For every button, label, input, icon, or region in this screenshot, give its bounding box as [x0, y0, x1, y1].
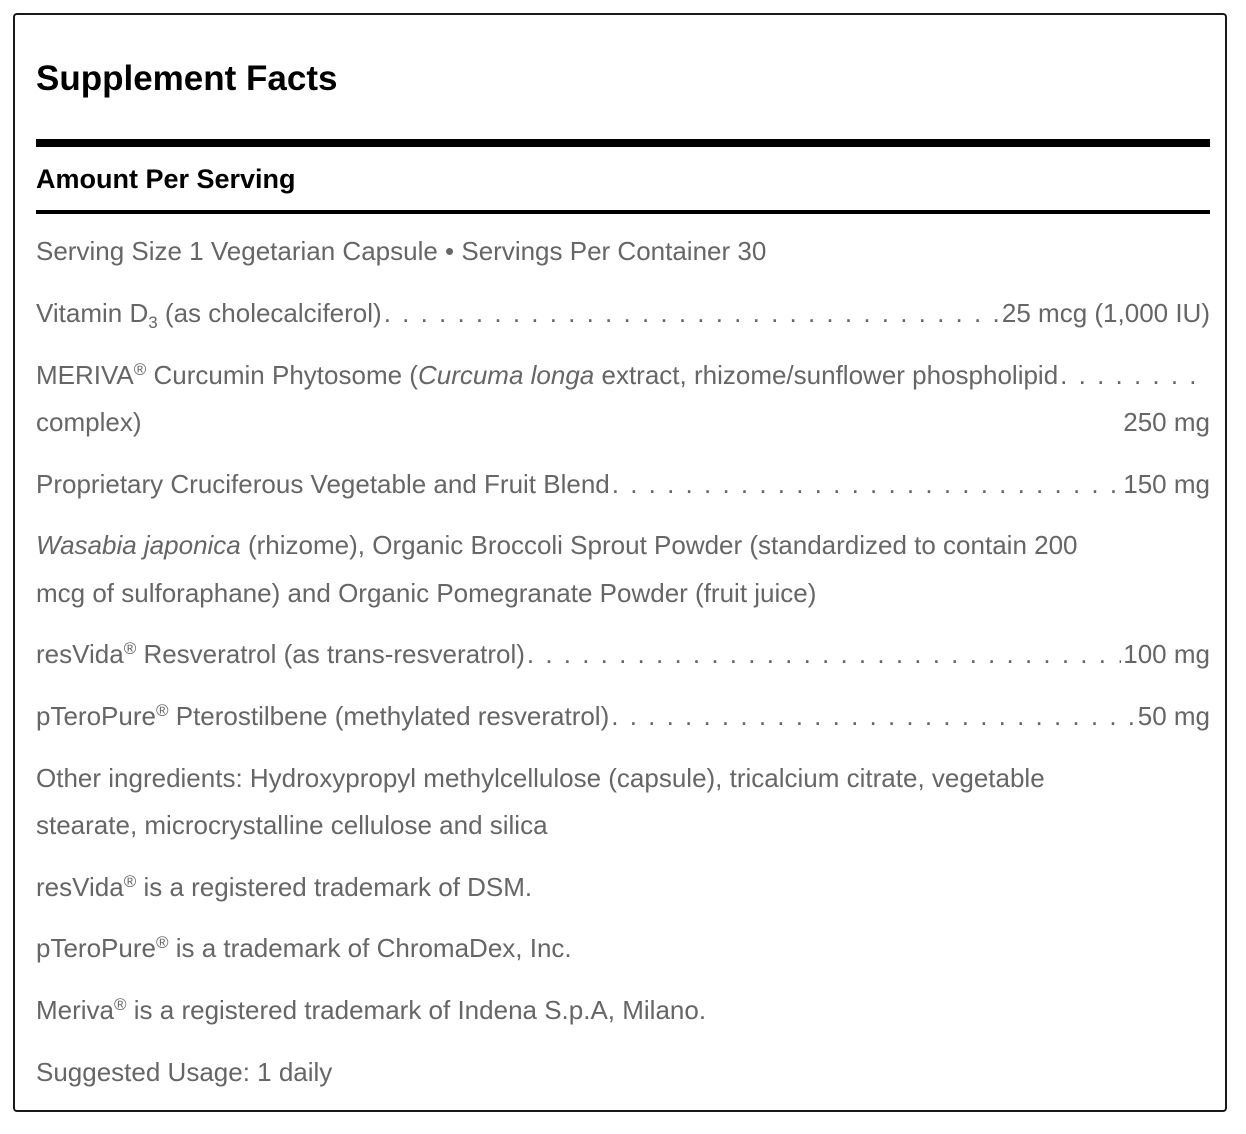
serving-info: Serving Size 1 Vegetarian Capsule • Servings Per Container 30 [36, 236, 767, 266]
ingredient-row-vitamin-d3 [36, 290, 1210, 337]
other-ingredients-line1: Other ingredients: Hydroxypropyl methylcellulose (capsule), tricalcium citrate, vegetable [36, 763, 1045, 793]
trademark-meriva: Meriva® is a registered trademark of Indena S.p.A, Milano. [36, 995, 707, 1025]
trademark-resvida: resVida® is a registered trademark of DSM. [36, 872, 533, 902]
page-title: Supplement Facts [36, 59, 338, 98]
blend-description-line2: mcg of sulforaphane) and Organic Pomegranate Powder (fruit juice) [36, 578, 817, 608]
ingredient-amount: 100 mg [1123, 639, 1210, 669]
suggested-usage: Suggested Usage: 1 daily [36, 1057, 333, 1087]
ingredient-row-meriva [36, 352, 1210, 399]
blend-description-line1: Wasabia japonica (rhizome), Organic Broccoli Sprout Powder (standardized to contain 200 [36, 530, 1078, 560]
dot-leader [1060, 352, 1208, 399]
ingredient-row-cruciferous-blend [36, 461, 1210, 508]
ingredient-row-pteropure [36, 693, 1210, 740]
ingredient-row-resvida [36, 631, 1210, 678]
medium-divider [36, 210, 1210, 214]
supplement-facts-panel [13, 13, 1227, 1112]
ingredient-amount: 250 mg [1123, 407, 1210, 437]
trademark-pteropure: pTeroPure® is a trademark of ChromaDex, Inc. [36, 933, 572, 963]
ingredient-name: MERIVA® Curcumin Phytosome (Curcuma longa extract, rhizome/sunflower phospholipid [36, 360, 1059, 390]
ingredient-name: pTeroPure® Pterostilbene (methylated resveratrol) [36, 701, 610, 731]
ingredient-amount: 50 mg [1137, 701, 1210, 731]
dot-leader [527, 631, 1121, 678]
ingredient-amount: 150 mg [1123, 469, 1210, 499]
other-ingredients-line2: stearate, microcrystalline cellulose and silica [36, 810, 548, 840]
dot-leader [384, 290, 1000, 337]
ingredient-name-continued: complex) [36, 407, 142, 437]
dot-leader [611, 693, 1135, 740]
ingredient-name: Vitamin $D_3$ (as cholecalciferol) [36, 298, 382, 332]
ingredient-amount: 25 mcg (1,000 IU) [1001, 298, 1210, 328]
ingredient-name: Proprietary Cruciferous Vegetable and Fruit Blend [36, 469, 610, 499]
amount-per-serving-heading: Amount Per Serving [36, 164, 296, 194]
dot-leader [612, 461, 1122, 508]
thick-divider [36, 139, 1210, 147]
ingredient-name: resVida® Resveratrol (as trans-resveratrol) [36, 639, 525, 669]
